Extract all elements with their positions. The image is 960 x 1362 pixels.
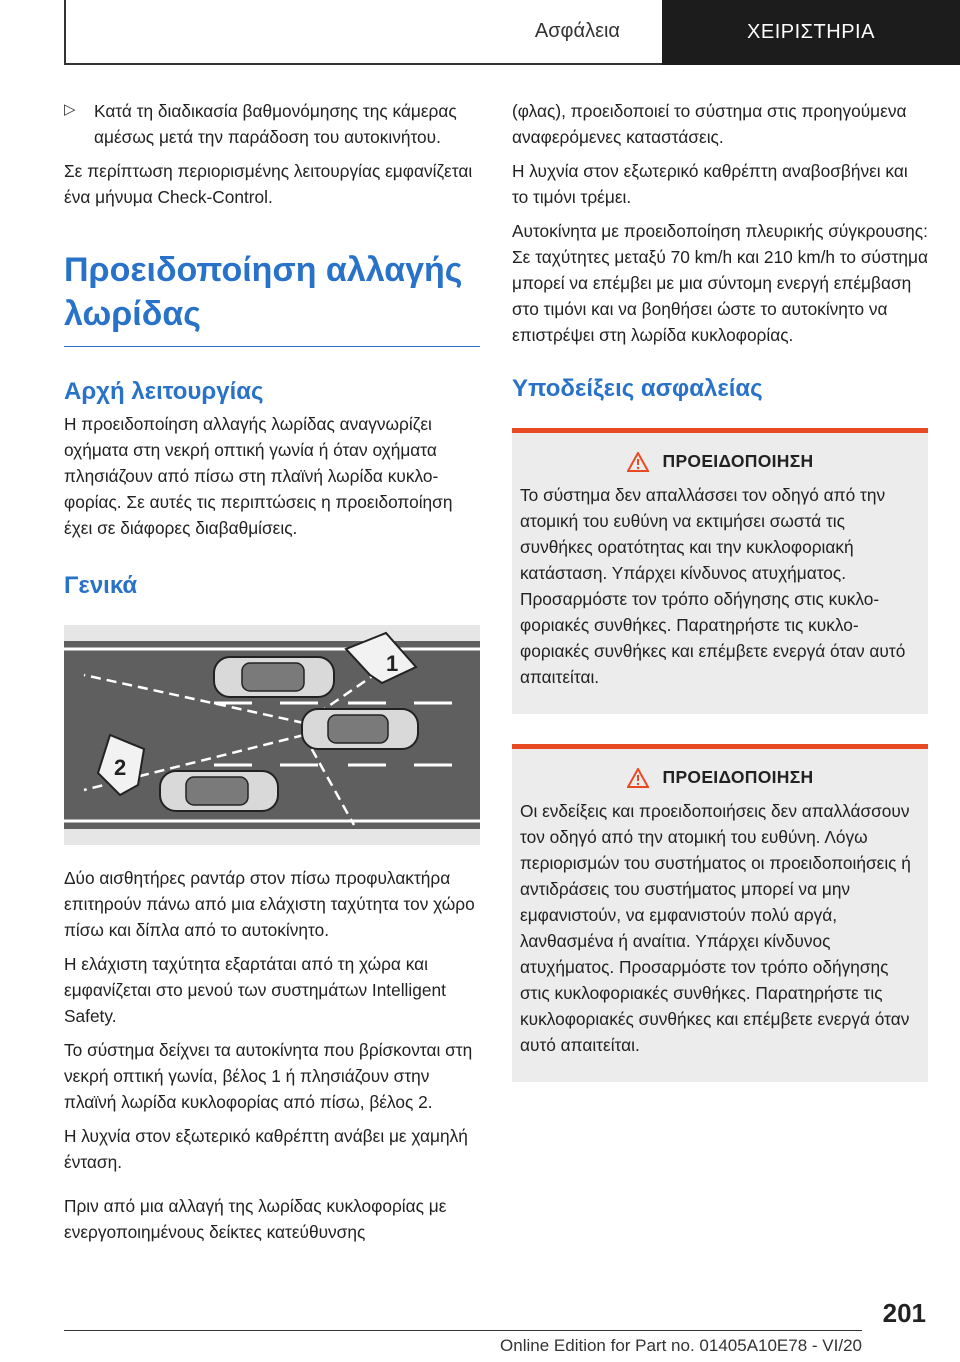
warning-title-row xyxy=(520,767,920,788)
header-chapter-tab: ΧΕΙΡΙΣΤΗΡΙΑ xyxy=(662,0,960,65)
page-number: 201 xyxy=(882,1298,926,1328)
lane-change-illustration xyxy=(64,625,480,845)
arrow-1-label: 1 xyxy=(386,651,399,676)
warning-triangle-icon xyxy=(627,452,649,472)
principle-text: Η προειδοποίηση αλλαγής λωρίδας αναγνωρίζει οχήματα στη νεκρή οπτική γωνία ή όταν οχήματα πλησιάζουν από πίσω στη πλαϊνή λωρίδα κυκλοφορίας. Σε αυτές τις περιπτώσεις η προειδοποίηση έχει σε διάφορες διαβαθμίσεις. xyxy=(64,414,453,538)
footer-rule xyxy=(64,1330,862,1331)
mirror-lamp-text: Η λυχνία στον εξωτερικό καθρέπτη ανάβει με χαμηλή ένταση. xyxy=(64,1126,468,1172)
bullet-item xyxy=(64,98,480,158)
warning-box xyxy=(512,744,928,1082)
right-column xyxy=(512,98,928,1082)
warning-text: Οι ενδείξεις και προειδοποιήσεις δεν απαλλάσσουν τον οδηγό από την ατομική του ευθύνη. Λόγω περιορισμών του συστήματος οι προειδοποιήσεις ή αντιδράσεις του συστήματος μπορεί να μην εμφανιστούν, να εμφανιστούν πολύ αργά, λανθασμένα ή αναίτια. Υπάρχει κίνδυνος ατυχήματος. Προσαρμόστε τον τρόπο οδήγησης στις κυκλοφοριακές συνθήκες. Παρατηρήστε τις κυκλοφοριακές συνθήκες και επέμβετε ενεργά όταν αυτό απαιτείται. xyxy=(520,801,911,1055)
heading-safety: Υποδείξεις ασφαλείας xyxy=(512,375,763,402)
system-shows-text: Το σύστημα δείχνει τα αυτοκίνητα που βρίσκονται στη νεκρή οπτική γωνία, βέλος 1 ή πλησιάζουν στην πλαϊνή λωρίδα κυκλοφορίας από πίσω, βέλος 2. xyxy=(64,1040,473,1112)
min-speed-text: Η ελάχιστη ταχύτητα εξαρτάται από τη χώρα και εμφανίζεται στο μενού των συστημάτων Intelligent Safety. xyxy=(64,954,446,1026)
warning-triangle-icon xyxy=(627,768,649,788)
footer-edition: Online Edition for Part no. 01405A10E78 - VI/20 xyxy=(500,1336,862,1355)
continued-text: (φλας), προειδοποιεί το σύστημα στις προηγούμενα αναφερόμενες καταστάσεις. xyxy=(512,101,907,147)
warning-title: ΠΡΟΕΙΔΟΠΟΙΗΣΗ xyxy=(662,767,814,787)
heading-principle: Αρχή λειτουργίας xyxy=(64,378,264,405)
before-lane-change-text: Πριν από μια αλλαγή της λωρίδας κυκλοφορίας με ενεργοποιημένους δείκτες κατεύθυνσης xyxy=(64,1196,447,1242)
limited-function-text: Σε περίπτωση περιορισμένης λειτουργίας εμφανίζεται ένα μήνυμα Check-Control. xyxy=(64,161,473,207)
title-rule xyxy=(64,346,480,347)
warning-box xyxy=(512,428,928,714)
bullet-triangle-icon: ▷ xyxy=(64,101,76,118)
arrow-2-label: 2 xyxy=(114,755,127,780)
page-title: Προειδοποίηση αλλαγής λωρίδας xyxy=(64,251,463,333)
mirror-flash-text: Η λυχνία στον εξωτερικό καθρέπτη αναβοσβήνει και το τιμόνι τρέμει. xyxy=(512,161,908,207)
side-collision-text: Αυτοκίνητα με προειδοποίηση πλευρικής σύγκρουσης: Σε ταχύτητες μεταξύ 70 km/h και 210 km/h το σύστημα μπορεί να επέμβει με μια σύντομη ενεργή επέμβαση στο τιμόνι και να βοηθήσει ώστε το αυτοκίνητο να επιστρέψει στη λωρίδα κυκλοφορίας. xyxy=(512,221,928,345)
header-section-title: Ασφάλεια xyxy=(534,20,620,42)
left-column xyxy=(64,98,480,1253)
bullet-text: Κατά τη διαδικασία βαθμονόμησης της κάμερας αμέσως μετά την παράδοση του αυτοκινήτου. xyxy=(94,101,457,147)
warning-title-row xyxy=(520,451,920,472)
warning-title: ΠΡΟΕΙΔΟΠΟΙΗΣΗ xyxy=(662,451,814,471)
header-rule xyxy=(64,63,664,65)
heading-general: Γενικά xyxy=(64,572,138,599)
warning-text: Το σύστημα δεν απαλλάσσει τον οδηγό από την ατομική του ευθύνη να εκτιμήσει σωστά τις συνθήκες ορατότητας και την κυκλοφοριακή κατάσταση. Υπάρχει κίνδυνος ατυχήματος. Προσαρμόστε τον τρόπο οδήγησης στις κυκλοφοριακές συνθήκες. Παρατηρήστε τις κυκλοφοριακές συνθήκες και επέμβετε ενεργά όταν αυτό απαιτείται. xyxy=(520,485,906,687)
sensors-text: Δύο αισθητήρες ραντάρ στον πίσω προφυλακτήρα επιτηρούν πάνω από μια ελάχιστη ταχύτητα τον χώρο πίσω και δίπλα από το αυτοκίνητο. xyxy=(64,868,475,940)
